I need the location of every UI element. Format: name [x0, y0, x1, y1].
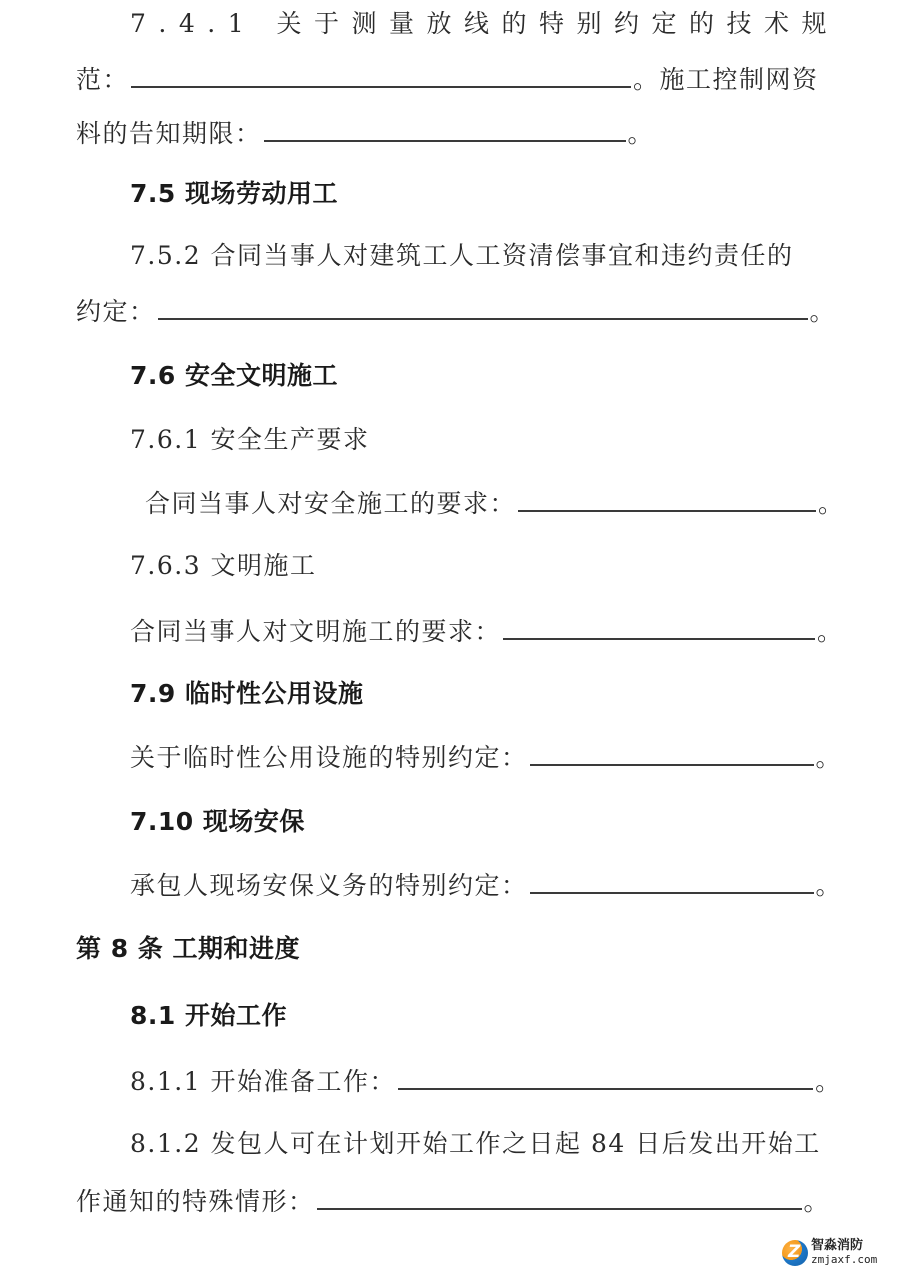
clause-7-5-2-line-2: [76, 296, 836, 328]
clause-text: 合同当事人对文明施工的要求：: [130, 617, 502, 646]
heading-text: 7.9 临时性公用设施: [130, 679, 364, 708]
watermark: [782, 1237, 892, 1269]
clause-7-6-1-requirement: [145, 488, 845, 520]
clause-text: 8.1.1 开始准备工作：: [130, 1067, 397, 1096]
clause-text: 。: [815, 743, 843, 772]
heading-text: 7.6 安全文明施工: [130, 361, 338, 390]
fill-in-blank-wage-agreement[interactable]: [158, 296, 808, 320]
clause-8-1-1: [130, 1066, 842, 1098]
fill-in-blank-temporary-facilities[interactable]: [530, 742, 814, 766]
heading-text: 7.5 现场劳动用工: [130, 179, 338, 208]
clause-text: 。: [627, 119, 655, 148]
section-heading-7-10: [130, 806, 305, 838]
article-heading-8: [76, 933, 300, 965]
fill-in-blank-safety-requirement[interactable]: [518, 488, 816, 512]
clause-text: 。: [817, 617, 844, 646]
clause-text: 7.6.3 文明施工: [130, 551, 317, 580]
fill-in-blank-preparation-work[interactable]: [398, 1066, 813, 1090]
heading-text: 第 8 条 工期和进度: [76, 934, 301, 963]
clause-text: 8.1.2 发包人可在计划开始工作之日起 84 日后发出开始工: [130, 1129, 821, 1158]
clause-7-6-3: [130, 550, 317, 582]
clause-7-10-agreement: [130, 870, 842, 902]
clause-text: 。: [815, 1067, 842, 1096]
clause-text: 。施工控制网资: [633, 65, 819, 94]
clause-text: 。: [815, 871, 843, 900]
fill-in-blank-special-circumstances[interactable]: [317, 1186, 802, 1210]
clause-text: 作通知的特殊情形：: [76, 1187, 315, 1216]
section-heading-8-1: [130, 1000, 287, 1032]
clause-text: 7.6.1 安全生产要求: [130, 425, 370, 454]
clause-7-6-1: [130, 424, 370, 456]
clause-text: 料的告知期限：: [76, 119, 262, 148]
clause-text: 7.5.2 合同当事人对建筑工人工资清偿事宜和违约责任的: [130, 241, 794, 270]
clause-7-4-1-line-1: [130, 8, 839, 40]
fill-in-blank-site-security[interactable]: [530, 870, 814, 894]
clause-text: 关于临时性公用设施的特别约定：: [130, 743, 528, 772]
clause-text: 。: [803, 1187, 831, 1216]
fill-in-blank-civilized-construction[interactable]: [503, 616, 815, 640]
fill-in-blank-notice-period[interactable]: [264, 118, 626, 142]
clause-7-6-3-requirement: [130, 616, 844, 648]
watermark-name: 智淼消防: [811, 1238, 864, 1253]
clause-text: 7.4.1 关于测量放线的特别约定的技术规: [130, 9, 840, 38]
section-heading-7-9: [130, 678, 364, 710]
heading-text: 8.1 开始工作: [130, 1001, 287, 1030]
clause-8-1-2-line-2: [76, 1186, 830, 1218]
clause-7-9-agreement: [130, 742, 842, 774]
clause-7-4-1-line-3: [76, 118, 654, 150]
watermark-url: zmjaxf.com: [811, 1253, 878, 1266]
clause-text: 约定：: [76, 297, 156, 326]
clause-text: 。: [818, 489, 845, 518]
section-heading-7-5: [130, 178, 338, 210]
clause-text: 承包人现场安保义务的特别约定：: [130, 871, 528, 900]
clause-8-1-2-line-1: [130, 1128, 821, 1160]
clause-text: 。: [809, 297, 837, 326]
zmjaxf-logo-icon: [782, 1240, 808, 1266]
section-heading-7-6: [130, 360, 338, 392]
clause-7-4-1-line-2: [76, 64, 819, 96]
fill-in-blank-technical-spec[interactable]: [131, 64, 631, 88]
clause-text: 合同当事人对安全施工的要求：: [145, 489, 517, 518]
watermark-text: [811, 1239, 877, 1267]
clause-7-5-2-line-1: [130, 240, 794, 272]
clause-text: 范：: [76, 65, 130, 94]
heading-text: 7.10 现场安保: [130, 807, 305, 836]
